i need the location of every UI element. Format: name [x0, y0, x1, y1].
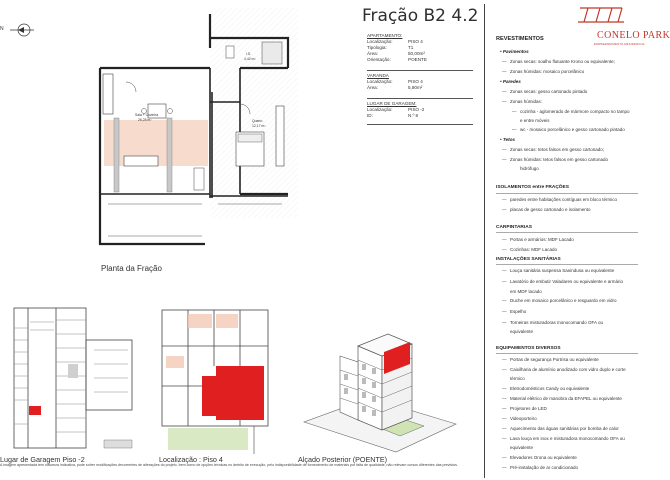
dash: —	[502, 436, 507, 441]
spec-label: Área:	[367, 85, 378, 90]
dash: —	[502, 298, 507, 303]
spec-label: Localização:	[367, 79, 393, 84]
floor-plan	[90, 8, 300, 250]
dash: —	[502, 59, 507, 64]
spec-item: Portas de segurança Portrisa ou equivalente	[510, 357, 599, 362]
section-divider	[496, 264, 638, 265]
spec-item: wc - mosaico porcelânico e gesso cartonado pintado	[520, 127, 625, 132]
spec-value: N.º 8	[408, 113, 419, 118]
dash: —	[502, 207, 507, 212]
column-divider	[484, 4, 485, 478]
spec-item: em MDF lacado	[510, 289, 542, 294]
room-area-quarto: 12,17 m²	[252, 124, 266, 128]
spec-item: Torneiras misturadoras monocomando OFA ou	[510, 320, 604, 325]
dash: —	[502, 197, 507, 202]
spec-item: Louça sanitária suspensa Sanindusa ou equivalente	[510, 268, 615, 273]
brand-logo-icon	[578, 4, 626, 24]
location-caption: Localização : Piso 4	[159, 455, 223, 464]
spec-item: Videoporteiro	[510, 416, 537, 421]
plan-caption: Planta da Fração	[101, 264, 162, 273]
spec-item: Zonas húmidas: tetos falsos em gesso cartonado	[510, 157, 609, 162]
spec-item: Caixilharia de alumínio anodizado com vidro duplo e corte	[510, 367, 626, 372]
room-area-sala: 26,28 m²	[138, 118, 152, 122]
dash: —	[502, 147, 507, 152]
dash: —	[502, 367, 507, 372]
spec-item: Espelho	[510, 309, 527, 314]
spec-value: PISO -2	[408, 107, 425, 112]
spec-item: hidrófugo	[520, 166, 539, 171]
dash: —	[502, 357, 507, 362]
spec-item: Zonas húmidas:	[510, 99, 543, 104]
spec-item: Zonas secas: soalho flutuante Krono ou equivalente;	[510, 59, 615, 64]
spec-item: Portas e armários: MDF Lacado	[510, 237, 574, 242]
spec-item: Lavatório de embutir Valadares ou equivalente e armário	[510, 279, 623, 284]
spec-item: cozinha - aglomerado de mármore compacto no tampo	[520, 109, 630, 114]
page-title: Fração B2 4.2	[362, 6, 479, 26]
subsection-paredes: • Paredes	[500, 79, 521, 84]
dash: —	[502, 237, 507, 242]
spec-value: 5,80m²	[408, 85, 423, 90]
spec-item: paredes entre habitações contíguas em bloco térmico	[510, 197, 618, 202]
spec-value: PISO 4	[408, 79, 423, 84]
spec-divider	[367, 98, 473, 99]
room-label-wc: I.S.	[246, 52, 252, 56]
disclaimer-text: A imagem apresentada tem natureza indicativa, pode sofrer modificações decorrentes de alterações do projeto, bem como de opções técnicas no âmbito de execução, pelo indisponibilidade de fornecimento de materiais por falta de qualidade, não relevam cursos diferentes das previstos.	[0, 463, 458, 467]
dash: —	[502, 455, 507, 460]
room-label-quarto: Quarto	[252, 119, 263, 123]
spec-divider	[367, 124, 473, 125]
subsection-tetos: • Tetos	[500, 137, 515, 142]
spec-value: POENTE	[408, 57, 427, 62]
dash: —	[512, 127, 517, 132]
dash: —	[502, 396, 507, 401]
spec-item: Pré-instalação de ar condicionado	[510, 465, 579, 470]
spec-item: Lava louça em inox e misturadora monocomando OFA ou	[510, 436, 625, 441]
spec-garagem-heading: LUGAR DE GARAGEM:	[367, 101, 417, 106]
dash: —	[502, 320, 507, 325]
spec-varanda-heading: VARANDA	[367, 73, 389, 78]
section-divider	[496, 353, 638, 354]
dash: —	[502, 279, 507, 284]
dash: —	[502, 247, 507, 252]
room-label-sala: Sala + Cozinha	[135, 113, 159, 117]
dash: —	[502, 386, 507, 391]
dash: —	[502, 406, 507, 411]
spec-item: Zonas secas: gesso cartonado pintado	[510, 89, 588, 94]
spec-apartamento-heading: APARTAMENTO:	[367, 33, 403, 38]
spec-label: Área:	[367, 51, 378, 56]
section-isolamentos: ISOLAMENTOS entre FRAÇÕES	[496, 185, 569, 190]
spec-value: 50,00m²	[408, 51, 425, 56]
dash: —	[502, 268, 507, 273]
subsection-pavimentos: • Pavimentos	[500, 49, 529, 54]
location-plan-thumbnail	[158, 306, 276, 456]
dash: —	[502, 89, 507, 94]
spec-item: placas de gesso cartonado e isolamento	[510, 207, 591, 212]
spec-value: T1	[408, 45, 414, 50]
spec-item: Material elétrico de manobra da EFAPEL ou equivalente	[510, 396, 622, 401]
brand-subtitle: EMPREENDIMENTO RESIDENCIAL	[594, 42, 646, 46]
spec-item: Projetores de LED	[510, 406, 547, 411]
spec-item: equivalente	[510, 445, 534, 450]
dash: —	[502, 416, 507, 421]
section-divider	[496, 232, 638, 233]
spec-item: térmico	[510, 376, 525, 381]
dash: —	[502, 426, 507, 431]
section-sanitarias: INSTALAÇÕES SANITÁRIAS	[496, 257, 561, 262]
dash: —	[502, 99, 507, 104]
elevation-caption: Alçado Posterior (POENTE)	[298, 455, 388, 464]
north-arrow-icon	[6, 22, 36, 38]
spec-value: PISO 4	[408, 39, 423, 44]
spec-label: Localização:	[367, 107, 393, 112]
section-revestimentos: REVESTIMENTOS	[496, 36, 544, 42]
section-carpintarias: CARPINTARIAS	[496, 225, 532, 230]
dash: —	[512, 109, 517, 114]
spec-label: Localização:	[367, 39, 393, 44]
dash: —	[502, 69, 507, 74]
spec-item: Zonas húmidas: mosaico porcelânico	[510, 69, 585, 74]
section-divider	[496, 193, 638, 194]
section-equipamentos: EQUIPAMENTOS DIVERSOS	[496, 346, 561, 351]
garage-plan-thumbnail	[8, 300, 140, 450]
spec-item: equivalente	[510, 329, 534, 334]
spec-item: Duche em mosaico porcelânico e resguardo em vidro	[510, 298, 617, 303]
north-label: N	[0, 26, 4, 32]
garage-caption: Lugar de Garagem Piso -2	[0, 455, 85, 464]
elevation-3d-thumbnail	[300, 312, 460, 456]
spec-item: Aquecimento das águas sanitárias por bomba de calor	[510, 426, 619, 431]
spec-item: e entre móveis	[520, 118, 550, 123]
dash: —	[502, 157, 507, 162]
brand-name: CONELO PARK	[597, 30, 670, 41]
spec-item: Eletrodomésticos Candy ou equivalente	[510, 386, 590, 391]
spec-item: Elevadores Orona ou equivalente	[510, 455, 577, 460]
dash: —	[502, 309, 507, 314]
spec-label: Orientação:	[367, 57, 391, 62]
spec-divider	[367, 70, 473, 71]
spec-label: ID:	[367, 113, 373, 118]
spec-label: Tipologia:	[367, 45, 387, 50]
spec-item: Zonas secas: tetos falsos em gesso cartonado;	[510, 147, 605, 152]
room-area-wc: 4,42 m²	[244, 57, 256, 61]
dash: —	[502, 465, 507, 470]
spec-item: Cozinhas: MDF Lacado	[510, 247, 558, 252]
